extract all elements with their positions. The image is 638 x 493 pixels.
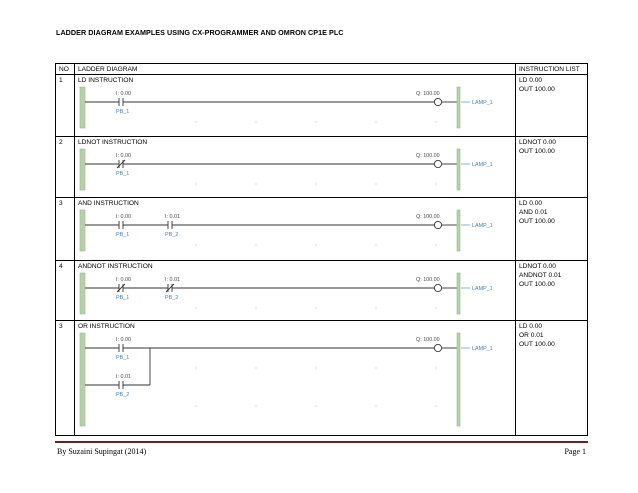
contact-address: I: 0.00 bbox=[116, 277, 131, 283]
header-ladder-diagram: LADDER DIAGRAM bbox=[75, 64, 516, 75]
grid-dot bbox=[256, 368, 257, 369]
left-power-rail bbox=[80, 273, 85, 314]
coil-name: LAMP_1 bbox=[472, 223, 493, 229]
instruction-cell bbox=[516, 75, 588, 137]
contact-name: PB_1 bbox=[116, 295, 130, 301]
coil-address: Q: 100.00 bbox=[416, 91, 440, 97]
instruction-line: LD 0.00 bbox=[519, 323, 543, 330]
contact-address: I: 0.01 bbox=[165, 277, 180, 283]
contact-name: PB_1 bbox=[116, 109, 130, 115]
grid-dot bbox=[196, 245, 197, 246]
diagram-label: ANDNOT INSTRUCTION bbox=[78, 263, 153, 270]
instruction-cell bbox=[516, 137, 588, 198]
grid-dot bbox=[316, 406, 317, 407]
coil-name: LAMP_1 bbox=[472, 286, 493, 292]
grid-dot bbox=[436, 122, 437, 123]
instruction-line: LDNOT 0.00 bbox=[519, 263, 556, 270]
table-row bbox=[56, 261, 588, 321]
grid-dot bbox=[316, 184, 317, 185]
grid-dot bbox=[436, 406, 437, 407]
ladder-rung bbox=[78, 272, 508, 316]
grid-dot bbox=[376, 308, 377, 309]
grid-dot bbox=[316, 368, 317, 369]
grid-dot bbox=[256, 406, 257, 407]
right-power-rail bbox=[457, 273, 460, 314]
ladder-rung bbox=[78, 332, 508, 428]
diagram-label: OR INSTRUCTION bbox=[78, 323, 135, 330]
grid-dot bbox=[376, 368, 377, 369]
row-number: 4 bbox=[56, 261, 75, 321]
footer-author: By Suzaini Supingat (2014) bbox=[57, 447, 147, 456]
instruction-line: ANDNOT 0.01 bbox=[519, 272, 562, 279]
table-row bbox=[56, 321, 588, 436]
grid-dot bbox=[256, 184, 257, 185]
ladder-table bbox=[55, 63, 588, 436]
grid-dot bbox=[316, 122, 317, 123]
diagram-label: LDNOT INSTRUCTION bbox=[78, 139, 148, 146]
instruction-cell bbox=[516, 321, 588, 436]
instruction-line: AND 0.01 bbox=[519, 209, 548, 216]
grid-dot bbox=[436, 184, 437, 185]
left-power-rail bbox=[80, 210, 85, 251]
diagram-cell bbox=[75, 137, 516, 198]
grid-dot bbox=[376, 245, 377, 246]
instruction-line: LD 0.00 bbox=[519, 200, 543, 207]
contact-address: I: 0.00 bbox=[116, 337, 131, 343]
grid-dot bbox=[436, 368, 437, 369]
grid-dot bbox=[436, 308, 437, 309]
table-row bbox=[56, 75, 588, 137]
grid-dot bbox=[196, 406, 197, 407]
instruction-cell bbox=[516, 198, 588, 261]
coil-address: Q: 100.00 bbox=[416, 337, 440, 343]
header-no: NO bbox=[56, 64, 75, 75]
diagram-cell bbox=[75, 75, 516, 137]
contact-name: PB_1 bbox=[116, 355, 130, 361]
coil-address: Q: 100.00 bbox=[416, 153, 440, 159]
left-power-rail bbox=[80, 333, 85, 426]
instruction-line: OUT 100.00 bbox=[519, 281, 555, 288]
contact-address: I: 0.00 bbox=[116, 153, 131, 159]
grid-dot bbox=[256, 245, 257, 246]
instruction-cell bbox=[516, 261, 588, 321]
coil-icon bbox=[434, 98, 441, 105]
diagram-cell bbox=[75, 198, 516, 261]
table-header-row bbox=[56, 64, 588, 75]
diagram-cell bbox=[75, 321, 516, 436]
row-number: 3 bbox=[56, 198, 75, 261]
grid-dot bbox=[316, 308, 317, 309]
ladder-rung bbox=[78, 209, 508, 253]
contact-address: I: 0.00 bbox=[116, 214, 131, 220]
contact-name: PB_2 bbox=[116, 392, 130, 398]
coil-icon bbox=[434, 344, 441, 351]
header-instruction-list: INSTRUCTION LIST bbox=[516, 64, 588, 75]
contact-name: PB_2 bbox=[165, 295, 179, 301]
grid-dot bbox=[316, 245, 317, 246]
contact-address: I: 0.01 bbox=[116, 374, 131, 380]
left-power-rail bbox=[80, 87, 85, 128]
coil-name: LAMP_1 bbox=[472, 100, 493, 106]
contact-address: I: 0.01 bbox=[165, 214, 180, 220]
instruction-line: OUT 100.00 bbox=[519, 148, 555, 155]
grid-dot bbox=[196, 368, 197, 369]
right-power-rail bbox=[457, 333, 460, 426]
instruction-line: LD 0.00 bbox=[519, 77, 543, 84]
coil-icon bbox=[434, 221, 441, 228]
grid-dot bbox=[256, 308, 257, 309]
ladder-rung bbox=[78, 86, 508, 130]
diagram-label: AND INSTRUCTION bbox=[78, 200, 139, 207]
grid-dot bbox=[376, 406, 377, 407]
grid-dot bbox=[436, 245, 437, 246]
contact-name: PB_1 bbox=[116, 232, 130, 238]
table-row bbox=[56, 137, 588, 198]
footer-page-number: Page 1 bbox=[564, 447, 586, 456]
grid-dot bbox=[376, 184, 377, 185]
contact-name: PB_1 bbox=[116, 171, 130, 177]
diagram-label: LD INSTRUCTION bbox=[78, 77, 134, 84]
table-row bbox=[56, 198, 588, 261]
instruction-line: LDNOT 0.00 bbox=[519, 139, 556, 146]
grid-dot bbox=[376, 122, 377, 123]
diagram-cell bbox=[75, 261, 516, 321]
grid-dot bbox=[196, 122, 197, 123]
grid-dot bbox=[196, 184, 197, 185]
grid-dot bbox=[256, 122, 257, 123]
document-title: LADDER DIAGRAM EXAMPLES USING CX-PROGRAMMER AND OMRON CP1E PLC bbox=[56, 28, 344, 37]
coil-name: LAMP_1 bbox=[472, 162, 493, 168]
right-power-rail bbox=[457, 210, 460, 251]
instruction-line: OUT 100.00 bbox=[519, 86, 555, 93]
row-number: 3 bbox=[56, 321, 75, 436]
coil-address: Q: 100.00 bbox=[416, 277, 440, 283]
right-power-rail bbox=[457, 149, 460, 190]
right-power-rail bbox=[457, 87, 460, 128]
instruction-line: OUT 100.00 bbox=[519, 341, 555, 348]
coil-name: LAMP_1 bbox=[472, 346, 493, 352]
grid-dot bbox=[196, 308, 197, 309]
coil-icon bbox=[434, 284, 441, 291]
ladder-rung bbox=[78, 148, 508, 192]
contact-address: I: 0.00 bbox=[116, 91, 131, 97]
row-number: 1 bbox=[56, 75, 75, 137]
instruction-line: OR 0.01 bbox=[519, 332, 544, 339]
footer-rule bbox=[55, 441, 588, 443]
coil-address: Q: 100.00 bbox=[416, 214, 440, 220]
row-number: 2 bbox=[56, 137, 75, 198]
instruction-line: OUT 100.00 bbox=[519, 218, 555, 225]
left-power-rail bbox=[80, 149, 85, 190]
coil-icon bbox=[434, 160, 441, 167]
contact-name: PB_2 bbox=[165, 232, 179, 238]
